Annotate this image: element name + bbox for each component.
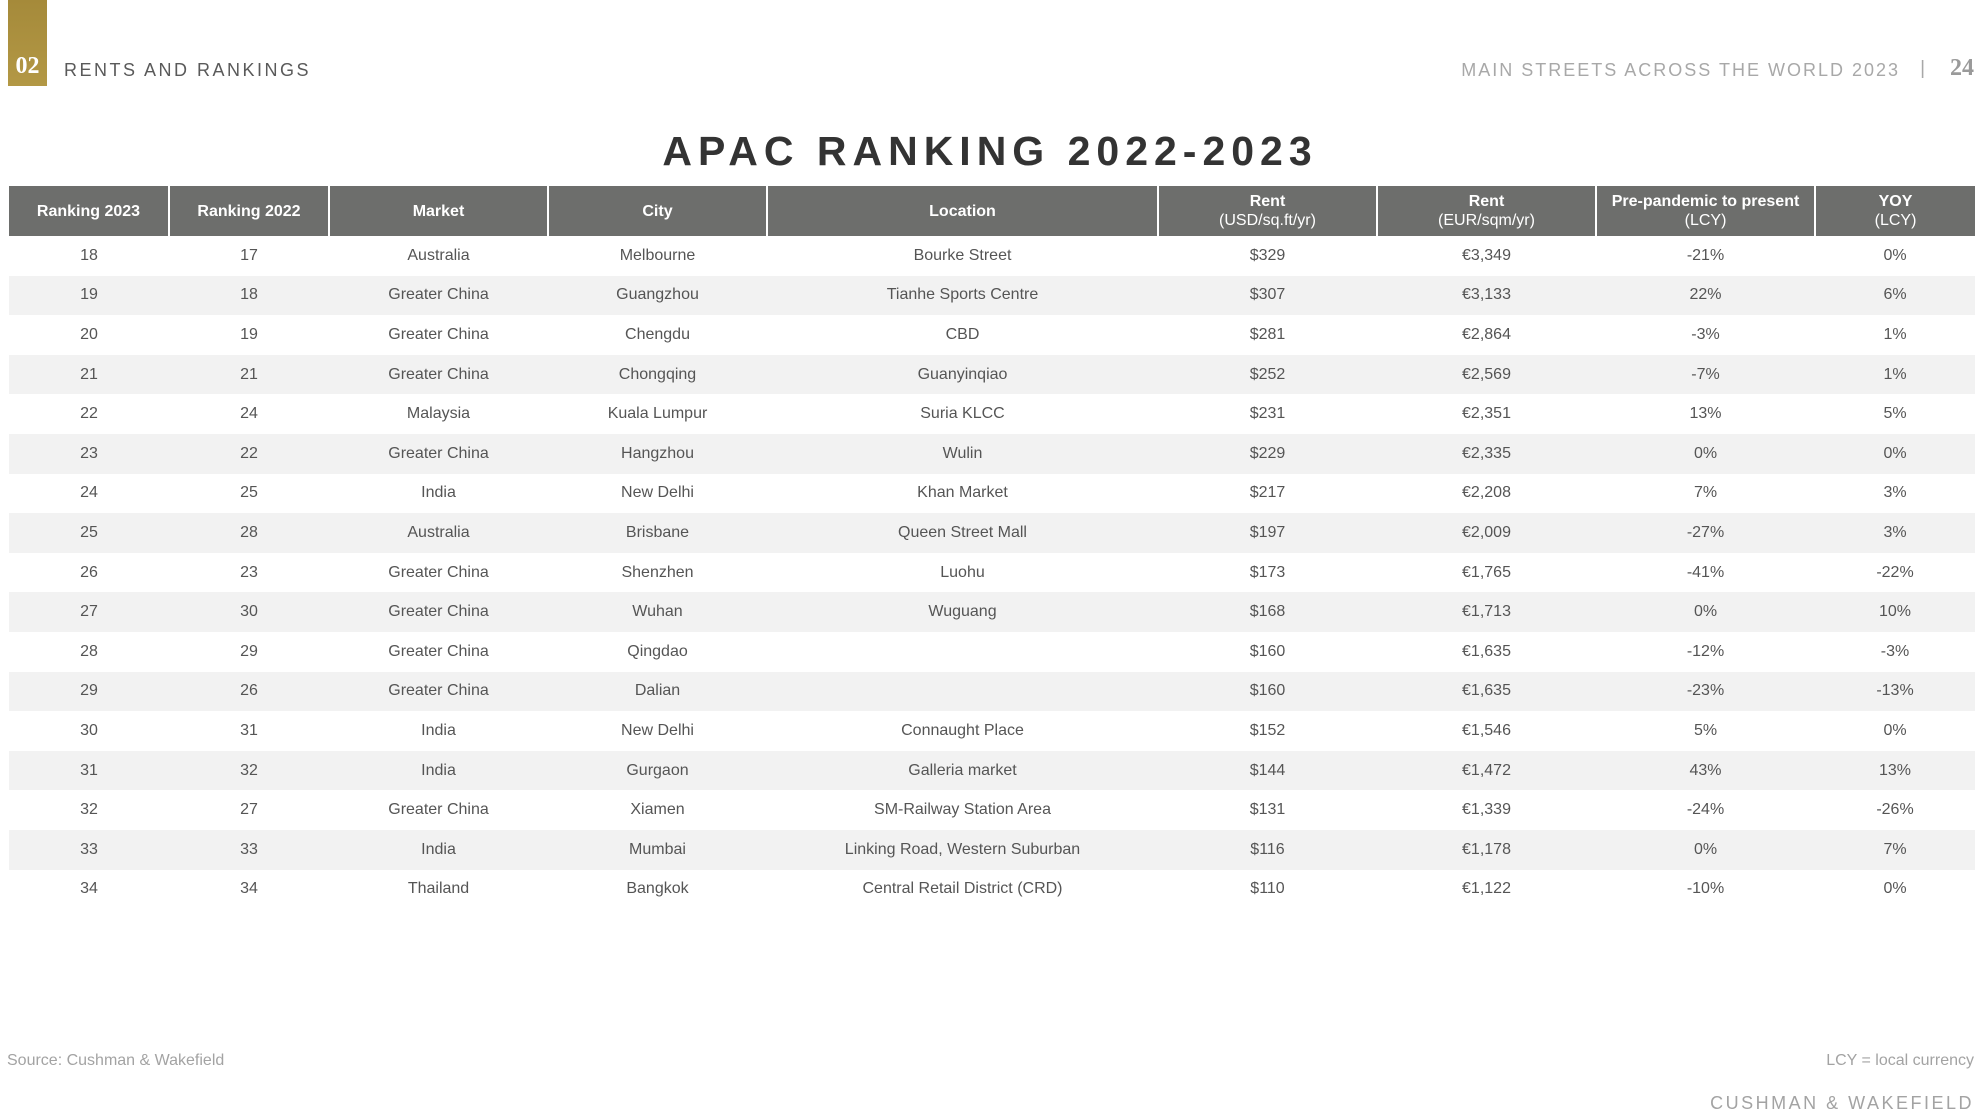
column-header-label: City <box>642 202 673 220</box>
column-header-ranking-2022 <box>169 186 329 236</box>
table-row <box>9 315 1975 355</box>
table-row <box>9 751 1975 791</box>
cell-ranking-2022: 28 <box>169 513 329 553</box>
table-row <box>9 592 1975 632</box>
cell-rent-usd: $131 <box>1249 801 1286 819</box>
cell-rent-usd: $173 <box>1249 563 1286 581</box>
cell-market: India <box>421 721 456 739</box>
cell-pre-pandemic: -27% <box>1596 513 1815 553</box>
cell-pre-pandemic: -23% <box>1596 672 1815 712</box>
cell-ranking-2022: 31 <box>240 721 258 739</box>
cell-ranking-2022: 18 <box>169 276 329 316</box>
table-row <box>9 236 1975 276</box>
cell-city: Xiamen <box>630 801 685 819</box>
cell-yoy: 13% <box>1815 751 1975 791</box>
cell-market: Greater China <box>329 276 548 316</box>
cell-city: Brisbane <box>548 513 767 553</box>
cell-ranking-2023: 20 <box>80 325 98 343</box>
column-header-rent-eur <box>1377 186 1596 236</box>
cell-market: Greater China <box>329 592 548 632</box>
cell-city: Guangzhou <box>548 276 767 316</box>
cell-rent-usd: $252 <box>1158 355 1377 395</box>
cell-ranking-2023: 19 <box>9 276 169 316</box>
cell-rent-eur: €2,335 <box>1377 434 1596 474</box>
currency-note: LCY = local currency <box>1826 1052 1974 1069</box>
cell-yoy: -3% <box>1880 642 1910 660</box>
cell-rent-usd: $217 <box>1249 484 1286 502</box>
page-title: APAC RANKING 2022-2023 <box>662 128 1318 174</box>
cell-location: Queen Street Mall <box>767 513 1158 553</box>
cell-pre-pandemic: -21% <box>1686 246 1725 264</box>
column-header-label: Market <box>412 202 465 220</box>
cell-rent-usd: $168 <box>1158 592 1377 632</box>
table-row <box>9 276 1975 316</box>
cell-rent-eur: €3,133 <box>1377 276 1596 316</box>
ranking-table <box>9 186 1975 909</box>
brand-wordmark: CUSHMAN & WAKEFIELD <box>1710 1093 1974 1113</box>
cell-city: Mumbai <box>548 830 767 870</box>
cell-location: Guanyinqiao <box>767 355 1158 395</box>
cell-pre-pandemic: 22% <box>1596 276 1815 316</box>
document-title: MAIN STREETS ACROSS THE WORLD 2023 <box>1461 60 1900 80</box>
table-row <box>9 394 1975 434</box>
cell-market: Greater China <box>388 642 489 660</box>
cell-rent-usd: $229 <box>1158 434 1377 474</box>
cell-rent-eur: €3,349 <box>1462 246 1511 264</box>
cell-pre-pandemic: 5% <box>1693 721 1718 739</box>
column-header-unit: (LCY) <box>1684 212 1727 229</box>
cell-pre-pandemic: 43% <box>1596 751 1815 791</box>
cell-yoy: 5% <box>1883 405 1907 423</box>
cell-ranking-2023: 21 <box>9 355 169 395</box>
cell-rent-eur: €2,009 <box>1377 513 1596 553</box>
column-header-city <box>548 186 767 236</box>
cell-rent-eur: €2,569 <box>1377 355 1596 395</box>
column-header-unit: (EUR/sqm/yr) <box>1438 212 1535 229</box>
table-row <box>9 870 1975 910</box>
cell-yoy: 7% <box>1815 830 1975 870</box>
cell-yoy: 0% <box>1883 246 1907 264</box>
cell-ranking-2022: 34 <box>240 880 258 898</box>
cell-rent-eur: €1,178 <box>1377 830 1596 870</box>
cell-ranking-2022: 33 <box>169 830 329 870</box>
cell-yoy: 3% <box>1815 513 1975 553</box>
cell-city: Hangzhou <box>548 434 767 474</box>
cell-yoy: 1% <box>1815 355 1975 395</box>
cell-ranking-2023: 25 <box>9 513 169 553</box>
column-header-label: Ranking 2023 <box>36 202 141 220</box>
cell-pre-pandemic: -41% <box>1686 563 1725 581</box>
column-header-unit: (USD/sq.ft/yr) <box>1219 212 1316 229</box>
cell-ranking-2022: 30 <box>169 592 329 632</box>
table-row <box>9 830 1975 870</box>
cell-yoy: 0% <box>1883 880 1907 898</box>
table-row <box>9 553 1975 593</box>
cell-ranking-2023: 22 <box>80 405 98 423</box>
cell-yoy: -13% <box>1815 672 1975 712</box>
column-header-unit: (LCY) <box>1874 212 1917 229</box>
cell-rent-eur: €2,208 <box>1462 484 1511 502</box>
table-row <box>9 711 1975 751</box>
cell-rent-eur: €1,122 <box>1462 880 1511 898</box>
cell-yoy: 10% <box>1815 592 1975 632</box>
cell-location: Wuguang <box>767 592 1158 632</box>
cell-rent-usd: $307 <box>1158 276 1377 316</box>
cell-ranking-2022: 27 <box>240 801 258 819</box>
cell-market: India <box>421 484 456 502</box>
cell-location: Bourke Street <box>913 246 1012 264</box>
cell-city: Shenzhen <box>621 563 694 581</box>
cell-rent-usd: $281 <box>1249 325 1286 343</box>
table-row <box>9 434 1975 474</box>
cell-ranking-2022: 32 <box>169 751 329 791</box>
cell-rent-usd: $110 <box>1250 880 1285 898</box>
cell-market: Australia <box>407 246 470 264</box>
cell-yoy: -22% <box>1876 563 1914 581</box>
cell-city: Qingdao <box>627 642 688 660</box>
cell-ranking-2023: 31 <box>9 751 169 791</box>
cell-location: Luohu <box>940 563 985 581</box>
cell-location <box>767 632 1158 672</box>
cell-city: Chengdu <box>625 325 690 343</box>
cell-pre-pandemic: -12% <box>1686 642 1725 660</box>
cell-market: Greater China <box>329 434 548 474</box>
cell-yoy: 3% <box>1883 484 1907 502</box>
cell-rent-eur: €1,635 <box>1377 672 1596 712</box>
cell-yoy: 0% <box>1883 721 1907 739</box>
column-header-label: Ranking 2022 <box>197 202 301 220</box>
table-header-row <box>9 186 1975 236</box>
cell-pre-pandemic: -3% <box>1691 325 1720 343</box>
cell-location: Khan Market <box>917 484 1008 502</box>
cell-yoy: 6% <box>1815 276 1975 316</box>
cell-rent-eur: €1,765 <box>1462 563 1511 581</box>
cell-ranking-2022: 17 <box>240 246 258 264</box>
cell-city: Melbourne <box>619 246 696 264</box>
section-number: 02 <box>15 53 40 79</box>
table-body <box>9 236 1975 909</box>
cell-rent-eur: €2,864 <box>1462 325 1511 343</box>
cell-city: New Delhi <box>621 484 694 502</box>
cell-pre-pandemic: -24% <box>1686 801 1725 819</box>
cell-ranking-2023: 28 <box>80 642 98 660</box>
cell-rent-eur: €1,713 <box>1377 592 1596 632</box>
cell-ranking-2022: 21 <box>169 355 329 395</box>
cell-ranking-2023: 26 <box>80 563 98 581</box>
column-header-market <box>329 186 548 236</box>
cell-rent-usd: $329 <box>1249 246 1286 264</box>
cell-ranking-2023: 32 <box>80 801 98 819</box>
cell-rent-eur: €1,339 <box>1462 801 1511 819</box>
cell-rent-usd: $231 <box>1249 405 1286 423</box>
cell-rent-usd: $197 <box>1158 513 1377 553</box>
column-header-label: YOY <box>1878 193 1913 210</box>
cell-ranking-2022: 19 <box>240 325 258 343</box>
cell-ranking-2022: 23 <box>240 563 258 581</box>
cell-pre-pandemic: 0% <box>1596 830 1815 870</box>
table-row <box>9 790 1975 830</box>
table-row <box>9 513 1975 553</box>
cell-ranking-2022: 22 <box>169 434 329 474</box>
cell-rent-usd: $144 <box>1158 751 1377 791</box>
cell-location: Linking Road, Western Suburban <box>767 830 1158 870</box>
cell-rent-eur: €1,635 <box>1462 642 1511 660</box>
header-separator: | <box>1920 58 1925 79</box>
cell-yoy: 0% <box>1815 434 1975 474</box>
cell-location: Galleria market <box>767 751 1158 791</box>
cell-ranking-2022: 29 <box>240 642 258 660</box>
section-badge <box>8 0 47 86</box>
cell-rent-usd: $160 <box>1249 642 1286 660</box>
cell-ranking-2023: 24 <box>80 484 98 502</box>
cell-pre-pandemic: -10% <box>1686 880 1725 898</box>
cell-market: Thailand <box>407 880 470 898</box>
cell-ranking-2023: 27 <box>9 592 169 632</box>
table-row <box>9 632 1975 672</box>
cell-ranking-2022: 25 <box>240 484 258 502</box>
cell-rent-eur: €1,546 <box>1462 721 1511 739</box>
cell-city: Gurgaon <box>548 751 767 791</box>
column-header-rent-usd <box>1158 186 1377 236</box>
cell-market: Greater China <box>329 355 548 395</box>
cell-yoy: 1% <box>1883 325 1907 343</box>
cell-pre-pandemic: 0% <box>1596 434 1815 474</box>
column-header-label: Pre-pandemic to present <box>1611 193 1800 210</box>
column-header-label: Location <box>929 202 996 220</box>
cell-ranking-2023: 29 <box>9 672 169 712</box>
table-row <box>9 672 1975 712</box>
section-title: RENTS AND RANKINGS <box>64 60 312 80</box>
cell-city: New Delhi <box>621 721 694 739</box>
table-row <box>9 355 1975 395</box>
cell-rent-usd: $152 <box>1249 721 1286 739</box>
column-header-location <box>767 186 1158 236</box>
cell-ranking-2023: 18 <box>80 246 98 264</box>
cell-rent-eur: €2,351 <box>1462 405 1511 423</box>
cell-market: Greater China <box>388 563 489 581</box>
cell-ranking-2023: 23 <box>9 434 169 474</box>
cell-ranking-2023: 34 <box>80 880 98 898</box>
cell-market: Greater China <box>388 801 489 819</box>
cell-yoy: -26% <box>1876 801 1914 819</box>
column-header-ranking-2023 <box>9 186 169 236</box>
column-header-pre-pandemic <box>1596 186 1815 236</box>
column-header-yoy <box>1815 186 1975 236</box>
cell-location: Suria KLCC <box>920 405 1005 423</box>
cell-city: Wuhan <box>548 592 767 632</box>
cell-ranking-2022: 24 <box>240 405 258 423</box>
page-number: 24 <box>1950 55 1974 81</box>
cell-ranking-2023: 30 <box>80 721 98 739</box>
cell-rent-eur: €1,472 <box>1377 751 1596 791</box>
cell-location: Central Retail District (CRD) <box>862 880 1063 898</box>
source-note: Source: Cushman & Wakefield <box>7 1052 225 1069</box>
cell-location: Tianhe Sports Centre <box>767 276 1158 316</box>
cell-city: Chongqing <box>548 355 767 395</box>
cell-pre-pandemic: 0% <box>1596 592 1815 632</box>
cell-ranking-2023: 33 <box>9 830 169 870</box>
cell-pre-pandemic: 7% <box>1693 484 1718 502</box>
cell-city: Kuala Lumpur <box>607 405 708 423</box>
cell-market: Malaysia <box>406 405 471 423</box>
cell-location <box>767 672 1158 712</box>
cell-market: Greater China <box>388 325 489 343</box>
cell-city: Dalian <box>548 672 767 712</box>
cell-rent-usd: $160 <box>1158 672 1377 712</box>
column-header-label: Rent <box>1249 193 1286 210</box>
cell-location: Connaught Place <box>901 721 1024 739</box>
cell-pre-pandemic: 13% <box>1689 405 1722 423</box>
cell-market: India <box>329 751 548 791</box>
column-header-label: Rent <box>1468 193 1505 210</box>
cell-market: India <box>329 830 548 870</box>
cell-location: CBD <box>945 325 980 343</box>
cell-location: SM-Railway Station Area <box>874 801 1051 819</box>
cell-city: Bangkok <box>626 880 689 898</box>
cell-market: Greater China <box>329 672 548 712</box>
cell-ranking-2022: 26 <box>169 672 329 712</box>
cell-pre-pandemic: -7% <box>1596 355 1815 395</box>
cell-location: Wulin <box>767 434 1158 474</box>
table-row <box>9 474 1975 514</box>
cell-market: Australia <box>329 513 548 553</box>
cell-rent-usd: $116 <box>1158 830 1377 870</box>
